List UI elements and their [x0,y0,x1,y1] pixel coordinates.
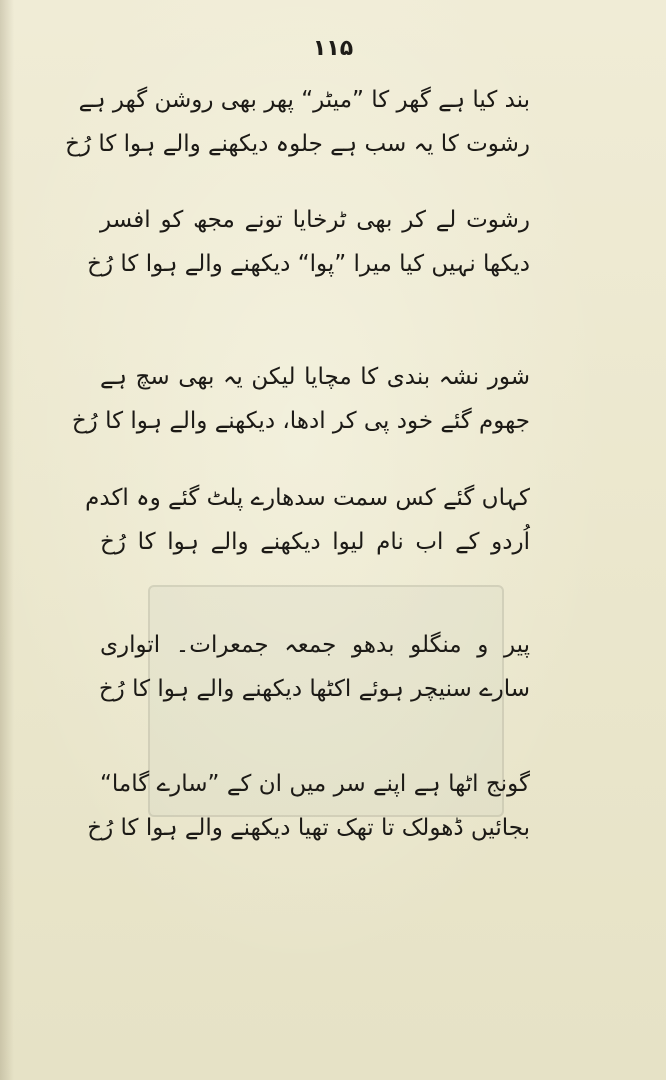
verse-line: دیکھا نہیں کیا میرا ”پوا“ دیکھنے والے ہوا کا رُخ [87,251,530,277]
verse-line: رشوت لے کر بھی ٹرخایا تونے مجھ کو افسر [100,207,530,233]
verse-line: گونج اٹھا ہے اپنے سر میں ان کے ”سارے گاما“ [100,771,530,797]
stanza-1 [65,78,530,166]
verse-line: سارے سنیچر ہوئے اکٹھا دیکھنے والے ہوا کا رُخ [98,676,530,702]
verse-line: بجائیں ڈھولک تا تھک تھیا دیکھنے والے ہوا کا رُخ [87,815,530,841]
stanza-3 [71,355,530,443]
verse-line: جھوم گئے خود پی کر ادھا، دیکھنے والے ہوا کا رُخ [71,408,530,434]
verse-line: رشوت کا یہ سب ہے جلوہ دیکھنے والے ہوا کا رُخ [65,131,530,157]
verse-line: پیر و منگلو بدھو جمعہ جمعرات۔ اتواری [100,632,530,658]
stanza-5 [100,623,530,711]
verse-line: کہاں گئے کس سمت سدھارے پلٹ گئے وہ اکدم [85,485,530,511]
stanza-2 [87,198,530,286]
page-edge-shadow [0,0,14,1080]
stanza-6 [87,762,530,850]
stanza-4 [85,476,530,564]
page-number: ۱۱۵ [312,36,354,61]
verse-line: شور نشہ بندی کا مچایا لیکن یہ بھی سچ ہے [100,364,530,390]
verse-line: بند کیا ہے گھر کا ”میٹر“ پھر بھی روشن گھر ہے [78,87,530,113]
verse-line: اُردو کے اب نام لیوا دیکھنے والے ہوا کا رُخ [100,529,530,555]
